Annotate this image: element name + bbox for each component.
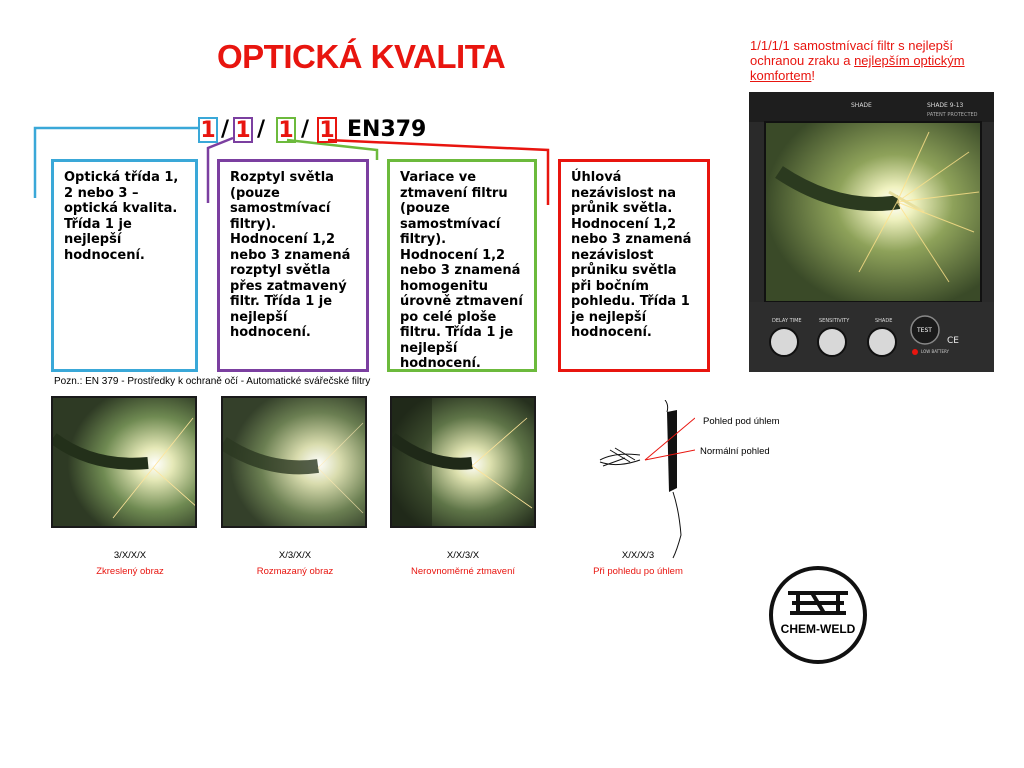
example-code: X/X/3/X <box>446 550 480 561</box>
rating-digit-1: 1 <box>198 117 218 143</box>
example-photo-distorted <box>51 396 197 528</box>
rating-digit-3: 1 <box>276 117 296 143</box>
helmet-patent: PATENT PROTECTED <box>927 112 978 118</box>
example-code: X/X/X/3 <box>621 550 655 561</box>
box-light-scatter: Rozptyl světla (pouze samostmívací filtry). Hodnocení 1,2 nebo 3 znamená rozptyl světla přes zatmavený filtr. Třída 1 je nejlepší hodnocení. <box>217 159 369 372</box>
helmet-filter-image <box>749 92 994 372</box>
helmet-test-button: TEST <box>917 327 932 334</box>
company-logo <box>768 565 868 665</box>
box-optical-class: Optická třída 1, 2 nebo 3 – optická kvalita. Třída 1 je nejlepší hodnocení. <box>51 159 198 372</box>
helmet-shade-left: SHADE <box>851 102 872 109</box>
logo-text: CHEM-WELD <box>780 622 856 636</box>
helmet-knob-label: SENSITIVITY <box>819 318 850 324</box>
top-note-end: ! <box>811 68 816 83</box>
filter-panel <box>667 410 677 492</box>
box-angle-dependence: Úhlová nezávislost na průnik světla. Hodnocení 1,2 nebo 3 znamená nezávislost průniku světla při bočním pohledu. Třída 1 je nejlepší hodnocení. <box>558 159 710 372</box>
helmet-battery-label: LOW BATTERY <box>921 349 949 354</box>
example-caption: Rozmazaný obraz <box>256 566 334 577</box>
logo-graphic <box>768 565 868 665</box>
angle-view-diagram <box>595 400 695 560</box>
rating-separator: / <box>301 117 310 142</box>
welding-photo <box>392 398 536 528</box>
example-caption: Nerovnoměrné ztmavení <box>410 566 516 577</box>
helmet-knob-label: SHADE <box>875 318 893 324</box>
example-photo-blurred <box>221 396 367 528</box>
helmet-knob-label: DELAY TIME <box>772 318 802 324</box>
rating-digit-4: 1 <box>317 117 337 143</box>
top-note-emphasis: nejlepším optickým komfortem <box>750 53 965 83</box>
example-code: 3/X/X/X <box>113 550 147 561</box>
label-angle-view: Pohled pod úhlem <box>703 416 780 427</box>
page-title: OPTICKÁ KVALITA <box>217 38 506 75</box>
helmet-marks: CE <box>947 336 959 346</box>
example-code: X/3/X/X <box>278 550 312 561</box>
helmet-shade-right: SHADE 9-13 <box>927 102 964 109</box>
eye-sketch <box>600 448 640 466</box>
top-note-text: 1/1/1/1 samostmívací filtr s nejlepší ochranou zraku a <box>750 38 954 68</box>
rating-standard: EN379 <box>347 117 427 142</box>
rating-separator: / <box>257 117 266 142</box>
welding-photo <box>53 398 197 528</box>
rating-separator: / <box>221 117 230 142</box>
example-photo-uneven <box>390 396 536 528</box>
welding-photo <box>223 398 367 528</box>
example-caption: Zkreslený obraz <box>96 566 164 577</box>
footnote: Pozn.: EN 379 - Prostředky k ochraně očí - Automatické svářečské filtry <box>54 376 371 387</box>
rating-digit-2: 1 <box>233 117 253 143</box>
helmet-graphic <box>749 92 994 372</box>
example-caption: Při pohledu po úhlem <box>593 566 683 577</box>
connector-green <box>287 140 377 160</box>
label-normal-view: Normální pohled <box>700 446 770 457</box>
box-shade-variation: Variace ve ztmavení filtru (pouze samostmívací filtry). Hodnocení 1,2 nebo 3 znamená homogenitu úrovně ztmavení po celé ploše filtru. Třída 1 je nejlepší hodnocení. <box>387 159 537 372</box>
